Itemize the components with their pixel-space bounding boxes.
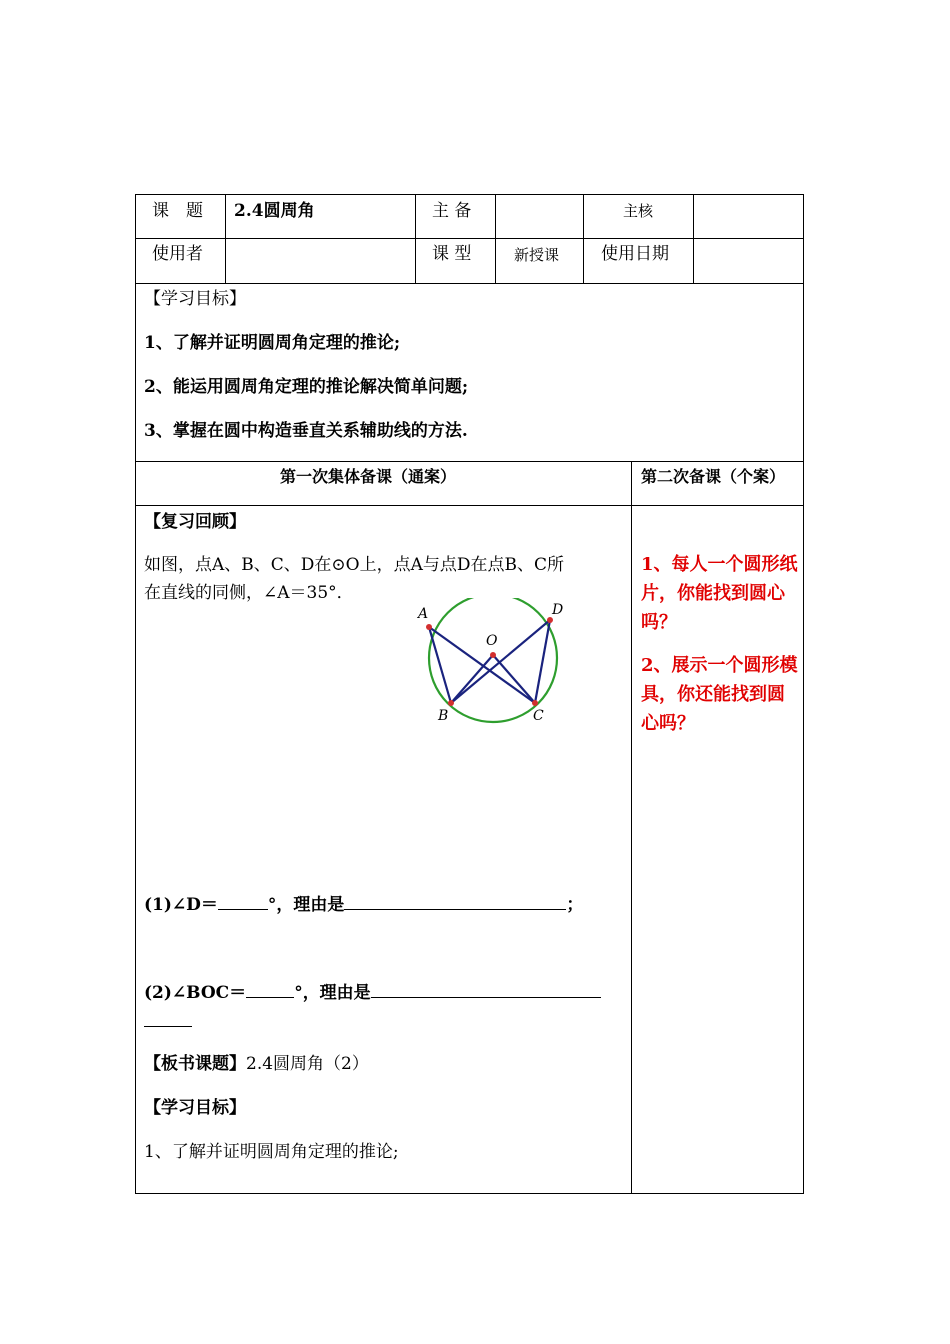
table-border-left bbox=[135, 194, 136, 1194]
chord-db bbox=[451, 620, 550, 703]
board-line bbox=[144, 1054, 369, 1074]
note-2: 2、展示一个圆形模具，你还能找到圆心吗？ bbox=[641, 655, 798, 734]
header-col-divider-1 bbox=[225, 194, 226, 284]
problem-line-1: 如图，点A、B、C、D在⊙O上，点A与点D在点B、C所 bbox=[144, 555, 564, 575]
body-col-divider bbox=[631, 461, 632, 1194]
chord-ac bbox=[429, 627, 535, 703]
label-b: B bbox=[438, 708, 449, 724]
user-label: 使用者 bbox=[152, 244, 203, 264]
right-column-header: 第二次备课（个案） bbox=[641, 467, 786, 486]
board-title: 【板书课题】 bbox=[144, 1054, 246, 1074]
point-b bbox=[448, 700, 454, 706]
q1-angle-blank[interactable] bbox=[218, 893, 268, 910]
label-o: O bbox=[486, 633, 498, 649]
q2-reason-blank[interactable] bbox=[371, 981, 601, 998]
review-title: 【复习回顾】 bbox=[144, 512, 246, 532]
point-o bbox=[490, 652, 496, 658]
header-col-divider-5 bbox=[693, 194, 694, 284]
point-a bbox=[426, 624, 432, 630]
date-label: 使用日期 bbox=[601, 244, 669, 264]
problem-line-2: 在直线的同侧，∠A＝35°． bbox=[144, 583, 354, 603]
objective-item-1: 1、了解并证明圆周角定理的推论; bbox=[144, 333, 401, 353]
question-2 bbox=[144, 981, 601, 1003]
objectives2-item-1: 1、了解并证明圆周角定理的推论; bbox=[144, 1142, 399, 1162]
objectives-title: 【学习目标】 bbox=[144, 289, 246, 309]
objective-item-2: 2、能运用圆周角定理的推论解决简单问题; bbox=[144, 377, 469, 397]
q2-angle-blank[interactable] bbox=[246, 981, 294, 998]
prepare-label: 主 备 bbox=[432, 201, 472, 221]
left-column-header: 第一次集体备课（通案） bbox=[280, 467, 457, 486]
review-label: 主核 bbox=[623, 202, 654, 220]
type-label: 课 型 bbox=[432, 244, 472, 264]
radius-oc bbox=[493, 655, 535, 703]
q1-prefix: (1)∠D＝ bbox=[144, 895, 218, 915]
table-row-divider-2 bbox=[135, 283, 804, 284]
objectives2-title: 【学习目标】 bbox=[144, 1098, 246, 1118]
board-topic: 2.4圆周角（2） bbox=[246, 1054, 369, 1074]
q1-suffix: ； bbox=[566, 895, 584, 915]
table-border-right bbox=[803, 194, 804, 1194]
type-value: 新授课 bbox=[514, 246, 560, 264]
label-c: C bbox=[533, 708, 544, 724]
objective-item-3: 3、掌握在圆中构造垂直关系辅助线的方法. bbox=[144, 421, 468, 441]
q2-reason-blank-continuation[interactable] bbox=[144, 1026, 192, 1027]
header-col-divider-3 bbox=[495, 194, 496, 284]
chord-ab bbox=[429, 627, 451, 703]
q2-prefix: (2)∠BOC＝ bbox=[144, 983, 247, 1003]
table-row-divider-3 bbox=[135, 461, 804, 462]
table-row-divider-1 bbox=[135, 238, 804, 239]
topic-value: 2.4圆周角 bbox=[234, 201, 315, 221]
header-col-divider-4 bbox=[583, 194, 584, 284]
radius-ob bbox=[451, 655, 493, 703]
table-border-bottom bbox=[135, 1193, 804, 1194]
q2-middle: °，理由是 bbox=[294, 983, 371, 1003]
table-border-top bbox=[135, 194, 804, 195]
q1-reason-blank[interactable] bbox=[344, 893, 566, 910]
point-c bbox=[532, 700, 538, 706]
circle-figure bbox=[415, 598, 580, 728]
label-d: D bbox=[552, 602, 564, 618]
header-col-divider-2 bbox=[415, 194, 416, 284]
note-1: 1、每人一个圆形纸片，你能找到圆心吗？ bbox=[641, 554, 798, 633]
label-a: A bbox=[418, 606, 429, 622]
question-1 bbox=[144, 893, 583, 915]
q1-middle: °，理由是 bbox=[267, 895, 345, 915]
topic-label: 课 题 bbox=[152, 201, 203, 221]
table-row-divider-4 bbox=[135, 505, 804, 506]
